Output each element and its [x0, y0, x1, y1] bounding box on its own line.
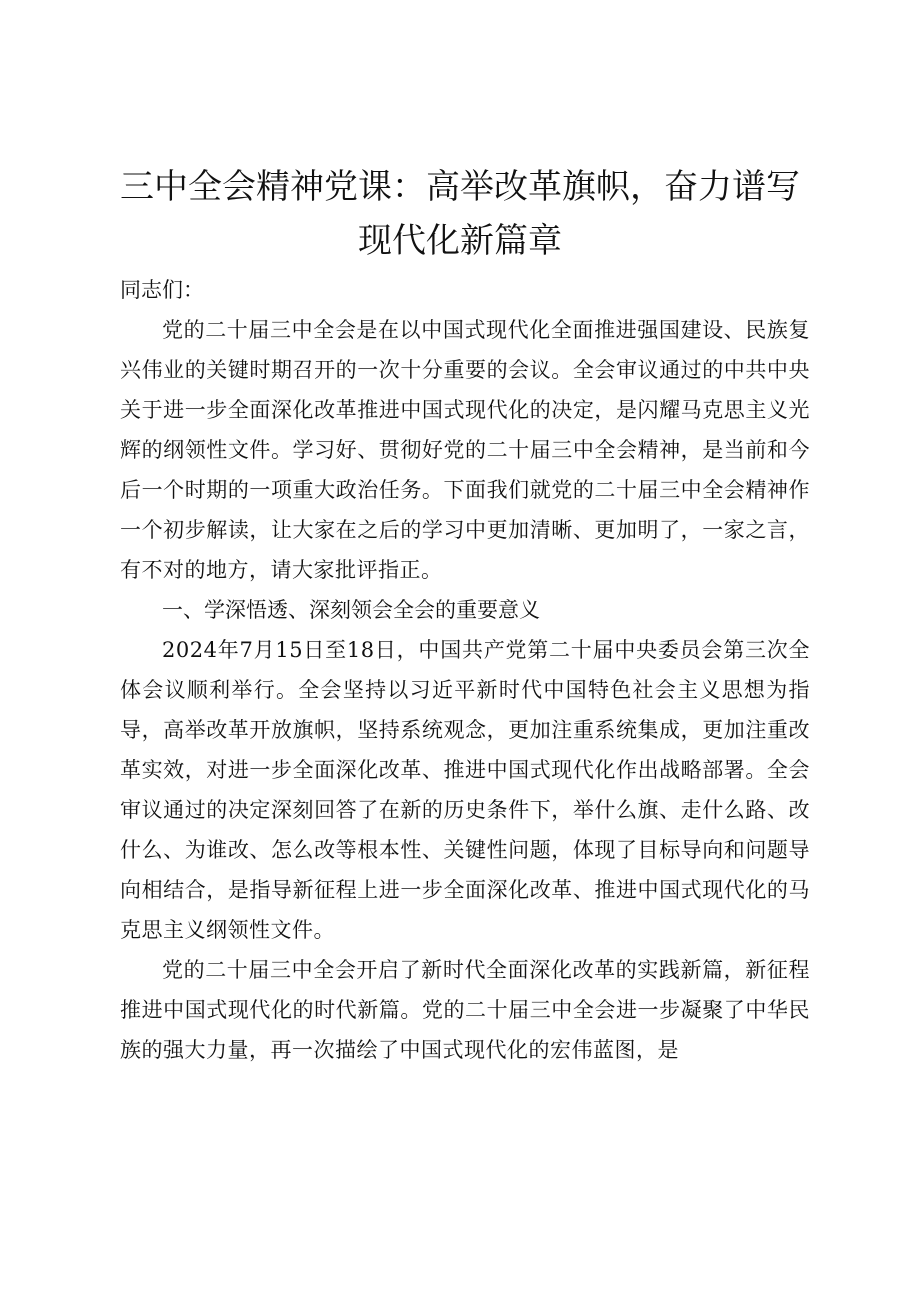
- title-line-1: 三中全会精神党课：高举改革旗帜，奋力谱写: [120, 167, 800, 207]
- paragraph-significance: 党的二十届三中全会开启了新时代全面深化改革的实践新篇，新征程推进中国式现代化的时代新篇。党的二十届三中全会进一步凝聚了中华民族的强大力量，再一次描绘了中国式现代化的宏伟蓝图，是: [120, 958, 810, 1062]
- salutation: 同志们：: [120, 278, 204, 302]
- title-line-2: 现代化新篇章: [358, 221, 562, 261]
- section-heading: 一、学深悟透、深刻领会全会的重要意义: [162, 598, 540, 622]
- document-body: [120, 270, 810, 1070]
- page-title: [100, 160, 820, 268]
- paragraph-plenum: 2024年7月15日至18日，中国共产党第二十届中央委员会第三次全体会议顺利举行。全会坚持以习近平新时代中国特色社会主义思想为指导，高举改革开放旗帜，坚持系统观念，更加注重系统集成，更加注重改革实效，对进一步全面深化改革、推进中国式现代化作出战略部署。全会审议通过的决定深刻回答了在新的历史条件下，举什么旗、走什么路、改什么、为谁改、怎么改等根本性、关键性问题，体现了目标导向和问题导向相结合，是指导新征程上进一步全面深化改革、推进中国式现代化的马克思主义纲领性文件。: [120, 638, 810, 942]
- paragraph-intro: 党的二十届三中全会是在以中国式现代化全面推进强国建设、民族复兴伟业的关键时期召开的一次十分重要的会议。全会审议通过的中共中央关于进一步全面深化改革推进中国式现代化的决定，是闪耀马克思主义光辉的纲领性文件。学习好、贯彻好党的二十届三中全会精神，是当前和今后一个时期的一项重大政治任务。下面我们就党的二十届三中全会精神作一个初步解读，让大家在之后的学习中更加清晰、更加明了，一家之言，有不对的地方，请大家批评指正。: [120, 318, 810, 582]
